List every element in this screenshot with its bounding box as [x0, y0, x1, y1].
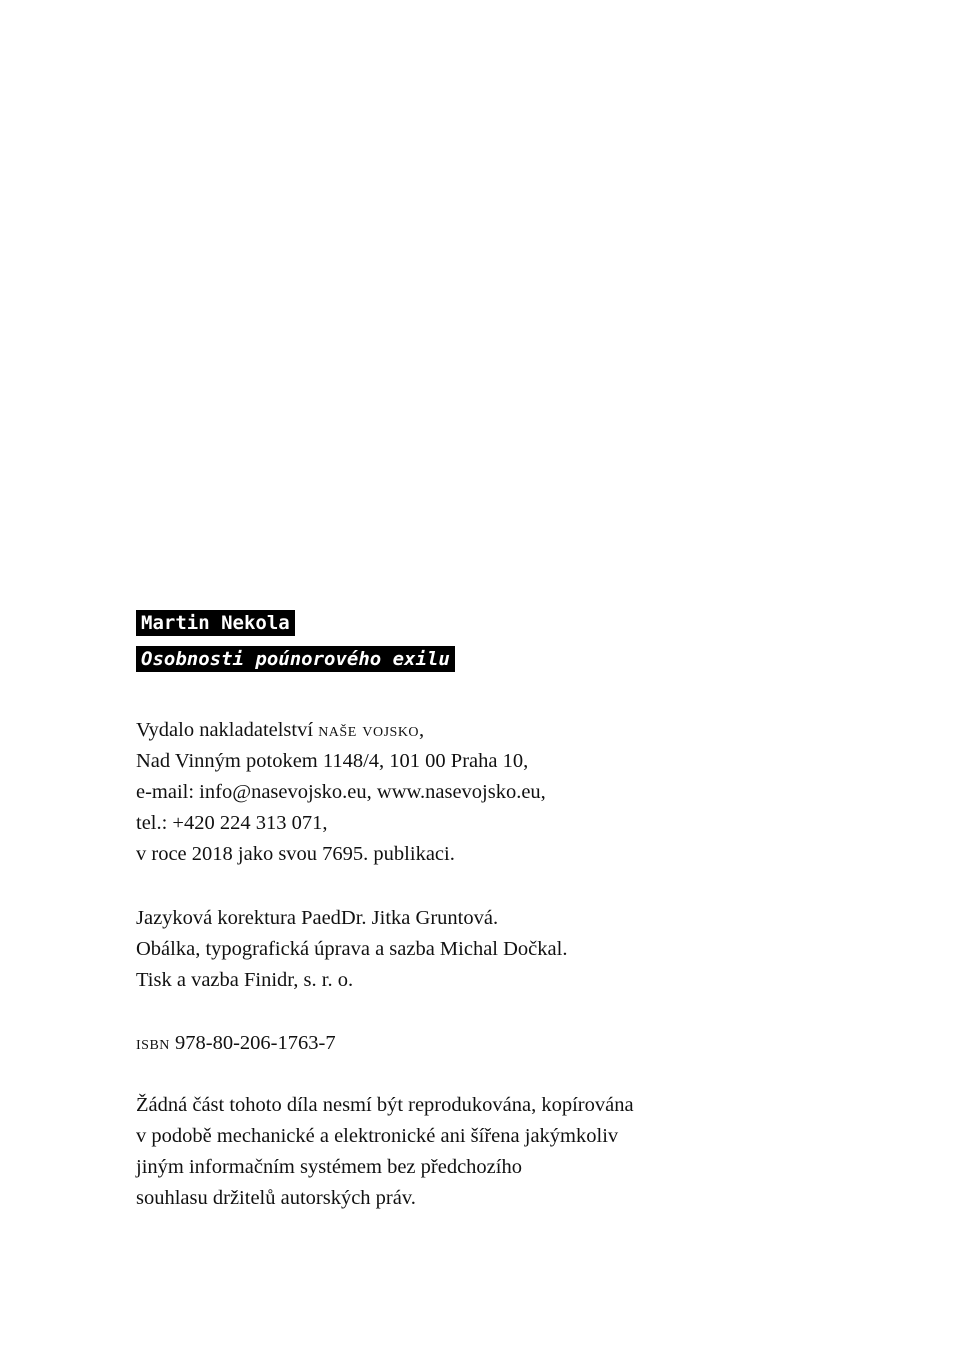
- publisher-info: [136, 715, 546, 870]
- author-name: Martin Nekola: [136, 610, 295, 636]
- proofreading-credit: Jazyková korektura PaedDr. Jitka Gruntová.: [136, 907, 499, 929]
- design-credit: Obálka, typografická úprava a sazba Michal Dočkal.: [136, 938, 568, 960]
- publisher-prefix: Vydalo nakladatelství: [136, 719, 314, 741]
- rights-line-2: v podobě mechanické a elektronické ani šířena jakýmkoliv: [136, 1125, 619, 1147]
- isbn-label: isbn: [136, 1032, 170, 1054]
- book-title: Osobnosti poúnorového exilu: [136, 646, 455, 672]
- credits: [136, 903, 567, 996]
- rights-line-1: Žádná část tohoto díla nesmí být reprodukována, kopírována: [136, 1094, 634, 1116]
- publisher-address: Nad Vinným potokem 1148/4, 101 00 Praha 10,: [136, 750, 529, 772]
- publisher-name: naše vojsko: [318, 719, 420, 741]
- publisher-phone: tel.: +420 224 313 071,: [136, 812, 328, 834]
- publisher-comma: ,: [419, 719, 425, 741]
- rights-line-3: jiným informačním systémem bez předchozího: [136, 1156, 522, 1178]
- printing-credit: Tisk a vazba Finidr, s. r. o.: [136, 969, 354, 991]
- publisher-contact: e-mail: info@nasevojsko.eu, www.nasevojsko.eu,: [136, 781, 546, 803]
- copyright-notice: [136, 1090, 634, 1214]
- publisher-line-1: [136, 715, 546, 746]
- isbn-number: 978-80-206-1763-7: [169, 1032, 336, 1054]
- isbn: [136, 1028, 336, 1059]
- rights-line-4: souhlasu držitelů autorských práv.: [136, 1187, 416, 1209]
- publication-year: v roce 2018 jako svou 7695. publikaci.: [136, 843, 455, 865]
- isbn-line: [136, 1028, 336, 1059]
